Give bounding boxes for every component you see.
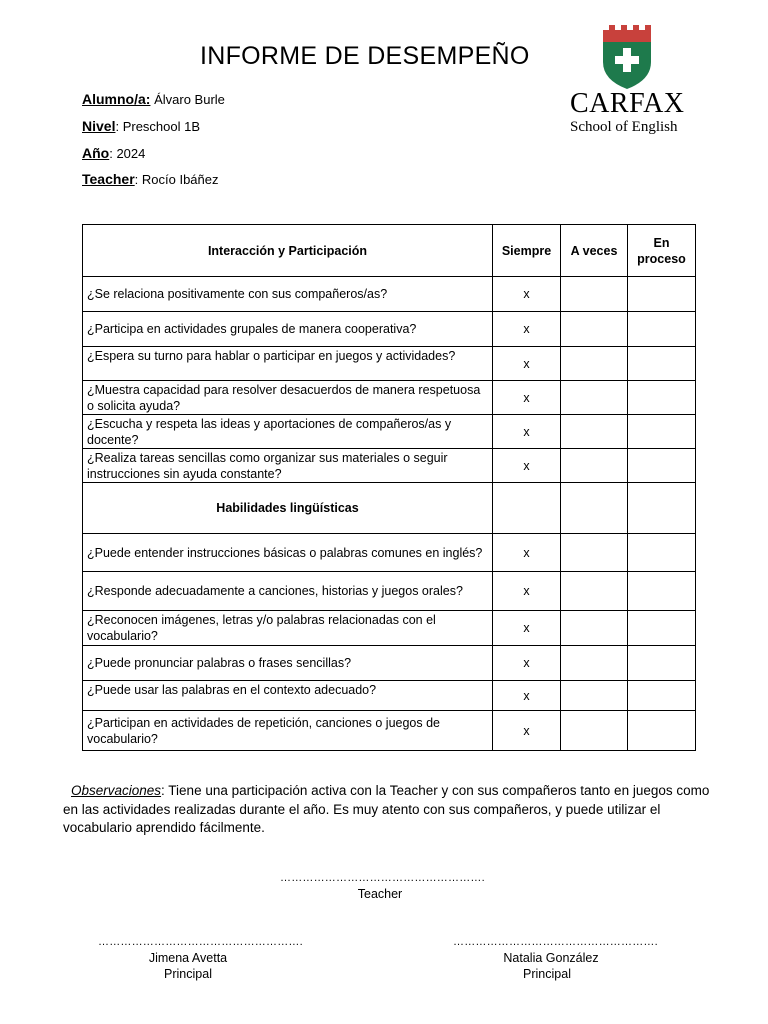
student-name-label: Alumno/a:	[82, 91, 151, 107]
level-value: : Preschool 1B	[115, 119, 201, 134]
empty-header-cell	[561, 483, 628, 534]
mark-en-proceso	[628, 277, 696, 312]
table-row	[83, 711, 696, 751]
mark-a-veces	[561, 572, 628, 611]
table-row	[83, 681, 696, 711]
mark-siempre: x	[493, 572, 561, 611]
section-header-row	[83, 225, 696, 277]
observations-text: : Tiene una participación activa con la Teacher y con sus compañeros tanto en juegos como en las actividades realizadas durante el año. Es muy atento con sus compañeros, y puede utilizar el vocabulario aprendido fácilmente.	[63, 783, 710, 835]
shield-crest-icon	[601, 22, 653, 90]
criterion-text: ¿Puede usar las palabras en el contexto adecuado?	[83, 681, 493, 711]
criterion-text: ¿Participa en actividades grupales de manera cooperativa?	[83, 312, 493, 347]
student-name-value: Álvaro Burle	[154, 92, 225, 107]
criterion-text: ¿Responde adecuadamente a canciones, historias y juegos orales?	[83, 572, 493, 611]
mark-a-veces	[561, 711, 628, 751]
mark-siempre: x	[493, 449, 561, 483]
criterion-text: ¿Puede pronunciar palabras o frases sencillas?	[83, 646, 493, 681]
criterion-text: ¿Reconocen imágenes, letras y/o palabras relacionadas con el vocabulario?	[83, 611, 493, 646]
column-header-siempre: Siempre	[493, 225, 561, 277]
table-row	[83, 381, 696, 415]
signature-name: Natalia González	[503, 951, 599, 965]
mark-a-veces	[561, 415, 628, 449]
criterion-text: ¿Se relaciona positivamente con sus compañeros/as?	[83, 277, 493, 312]
school-logo	[565, 18, 695, 143]
column-header-a-veces: A veces	[561, 225, 628, 277]
criterion-text: ¿Participan en actividades de repetición, canciones o juegos de vocabulario?	[83, 711, 493, 751]
logo-subtitle-text: School of English	[570, 119, 678, 135]
mark-siempre: x	[493, 381, 561, 415]
criterion-text: ¿Espera su turno para hablar o participar en juegos y actividades?	[83, 347, 493, 381]
mark-a-veces	[561, 347, 628, 381]
principal-signature-left	[98, 934, 303, 982]
table-row	[83, 449, 696, 483]
column-header-en-proceso: En proceso	[628, 225, 696, 277]
mark-en-proceso	[628, 611, 696, 646]
mark-en-proceso	[628, 415, 696, 449]
section-title: Interacción y Participación	[83, 225, 493, 277]
mark-siempre: x	[493, 611, 561, 646]
signature-line: ……………………………………………….	[453, 936, 658, 948]
year-value: : 2024	[109, 146, 146, 161]
mark-a-veces	[561, 681, 628, 711]
mark-en-proceso	[628, 381, 696, 415]
criterion-text: ¿Muestra capacidad para resolver desacuerdos de manera respetuosa o solicita ayuda?	[83, 381, 493, 415]
mark-en-proceso	[628, 572, 696, 611]
mark-a-veces	[561, 277, 628, 312]
table-row	[83, 277, 696, 312]
mark-siempre: x	[493, 534, 561, 572]
signature-role: Principal	[523, 967, 571, 981]
mark-siempre: x	[493, 415, 561, 449]
table-row	[83, 415, 696, 449]
table-row	[83, 572, 696, 611]
empty-header-cell	[628, 483, 696, 534]
teacher-signature	[280, 870, 485, 902]
mark-en-proceso	[628, 711, 696, 751]
mark-en-proceso	[628, 681, 696, 711]
criterion-text: ¿Realiza tareas sencillas como organizar sus materiales o seguir instrucciones sin ayuda constante?	[83, 449, 493, 483]
signature-role: Principal	[164, 967, 212, 981]
mark-a-veces	[561, 312, 628, 347]
table-row	[83, 347, 696, 381]
signature-role: Teacher	[357, 887, 403, 901]
signature-line: ……………………………………………….	[280, 872, 485, 884]
signature-line: ……………………………………………….	[98, 936, 303, 948]
mark-siempre: x	[493, 711, 561, 751]
signature-name: Jimena Avetta	[148, 951, 228, 965]
report-title: INFORME DE DESEMPEÑO	[200, 42, 530, 70]
observations-paragraph	[63, 782, 713, 838]
mark-en-proceso	[628, 534, 696, 572]
table-row	[83, 534, 696, 572]
teacher-label: Teacher	[82, 171, 135, 187]
mark-siempre: x	[493, 646, 561, 681]
table-row	[83, 611, 696, 646]
year-label: Año	[82, 145, 110, 161]
empty-header-cell	[493, 483, 561, 534]
table-row	[83, 312, 696, 347]
mark-en-proceso	[628, 449, 696, 483]
logo-brand-text: CARFAX	[570, 88, 685, 119]
year-row	[82, 145, 145, 161]
section-header-row	[83, 483, 696, 534]
mark-a-veces	[561, 449, 628, 483]
teacher-value: : Rocío Ibáñez	[134, 172, 219, 187]
level-row	[82, 118, 200, 134]
mark-en-proceso	[628, 646, 696, 681]
mark-siempre: x	[493, 681, 561, 711]
observations-label: Observaciones	[71, 783, 162, 798]
section-title: Habilidades lingüísticas	[83, 483, 493, 534]
student-name-row	[82, 91, 225, 107]
principal-signature-right	[453, 934, 658, 982]
mark-a-veces	[561, 534, 628, 572]
table-row	[83, 646, 696, 681]
mark-a-veces	[561, 611, 628, 646]
mark-a-veces	[561, 646, 628, 681]
mark-a-veces	[561, 381, 628, 415]
mark-siempre: x	[493, 312, 561, 347]
teacher-row	[82, 171, 219, 187]
mark-en-proceso	[628, 347, 696, 381]
mark-siempre: x	[493, 347, 561, 381]
mark-siempre: x	[493, 277, 561, 312]
criterion-text: ¿Escucha y respeta las ideas y aportaciones de compañeros/as y docente?	[83, 415, 493, 449]
evaluation-table	[82, 224, 696, 751]
criterion-text: ¿Puede entender instrucciones básicas o palabras comunes en inglés?	[83, 534, 493, 572]
level-label: Nivel	[82, 118, 116, 134]
mark-en-proceso	[628, 312, 696, 347]
